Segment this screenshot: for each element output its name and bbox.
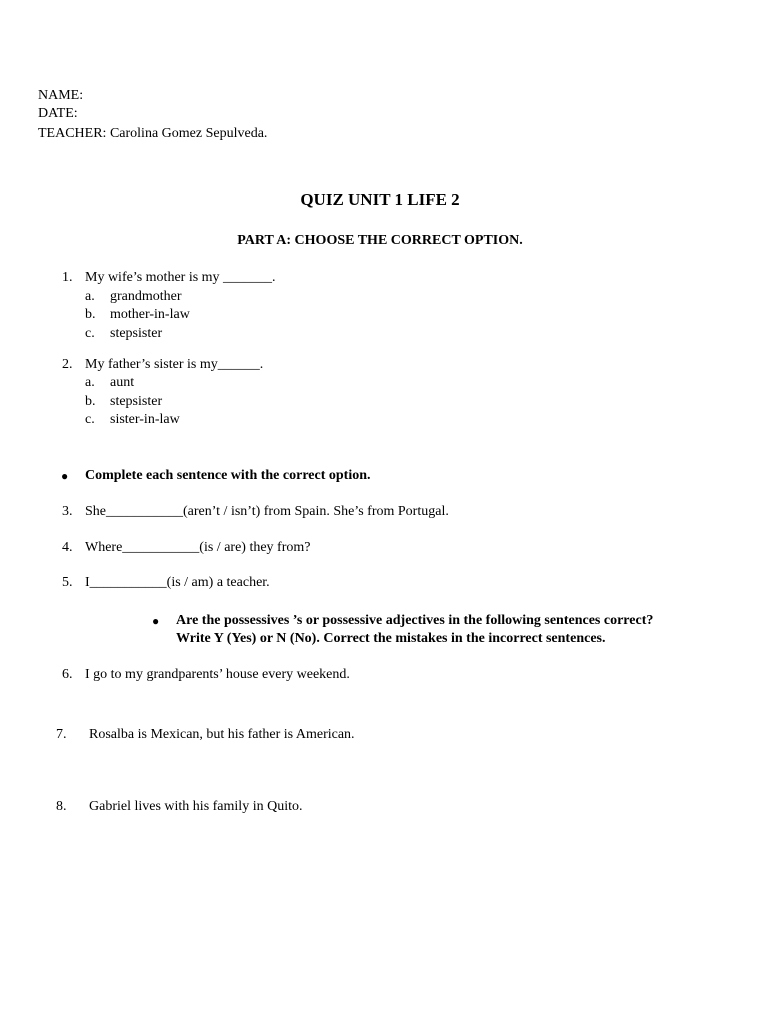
name-label: NAME: bbox=[38, 88, 84, 103]
question-number: 4. bbox=[62, 540, 73, 555]
option-text: stepsister bbox=[110, 394, 163, 409]
question-number: 2. bbox=[62, 357, 73, 372]
option-text: sister-in-law bbox=[110, 412, 180, 427]
question-number: 1. bbox=[62, 270, 73, 285]
question-text: Rosalba is Mexican, but his father is American. bbox=[89, 727, 355, 742]
question-text: My father’s sister is my______. bbox=[85, 357, 264, 372]
option-text: stepsister bbox=[110, 326, 163, 341]
option-letter: a. bbox=[85, 375, 95, 390]
part-a-heading: PART A: CHOOSE THE CORRECT OPTION. bbox=[237, 233, 523, 248]
option-text: aunt bbox=[110, 375, 135, 390]
date-label: DATE: bbox=[38, 106, 78, 121]
option-text: grandmother bbox=[110, 289, 182, 304]
question-text: I go to my grandparents’ house every weekend. bbox=[85, 667, 350, 682]
option-letter: b. bbox=[85, 394, 96, 409]
question-number: 8. bbox=[56, 799, 67, 814]
bullet-point: ● bbox=[152, 614, 160, 628]
bullet-point: ● bbox=[61, 469, 69, 483]
question-number: 3. bbox=[62, 504, 73, 519]
question-text: Where___________(is / are) they from? bbox=[85, 540, 311, 555]
quiz-title: QUIZ UNIT 1 LIFE 2 bbox=[300, 190, 460, 209]
question-number: 6. bbox=[62, 667, 73, 682]
instruction-text-line-1: Are the possessives ’s or possessive adjectives in the following sentences correct? bbox=[176, 613, 654, 628]
option-text: mother-in-law bbox=[110, 307, 190, 322]
question-number: 7. bbox=[56, 727, 67, 742]
option-letter: c. bbox=[85, 326, 95, 341]
question-text: She___________(aren’t / isn’t) from Spain. She’s from Portugal. bbox=[85, 504, 449, 519]
option-letter: a. bbox=[85, 289, 95, 304]
question-number: 5. bbox=[62, 575, 73, 590]
question-text: Gabriel lives with his family in Quito. bbox=[89, 799, 303, 814]
teacher-line bbox=[38, 125, 267, 143]
option-letter: b. bbox=[85, 307, 96, 322]
option-letter: c. bbox=[85, 412, 95, 427]
instruction-text: Complete each sentence with the correct option. bbox=[85, 468, 371, 483]
question-text: I___________(is / am) a teacher. bbox=[85, 575, 270, 590]
question-text: My wife’s mother is my _______. bbox=[85, 270, 276, 285]
instruction-text-line-2: Write Y (Yes) or N (No). Correct the mistakes in the incorrect sentences. bbox=[176, 631, 606, 646]
teacher-label: TEACHER: bbox=[38, 126, 107, 141]
teacher-name: Carolina Gomez Sepulveda. bbox=[109, 126, 268, 141]
